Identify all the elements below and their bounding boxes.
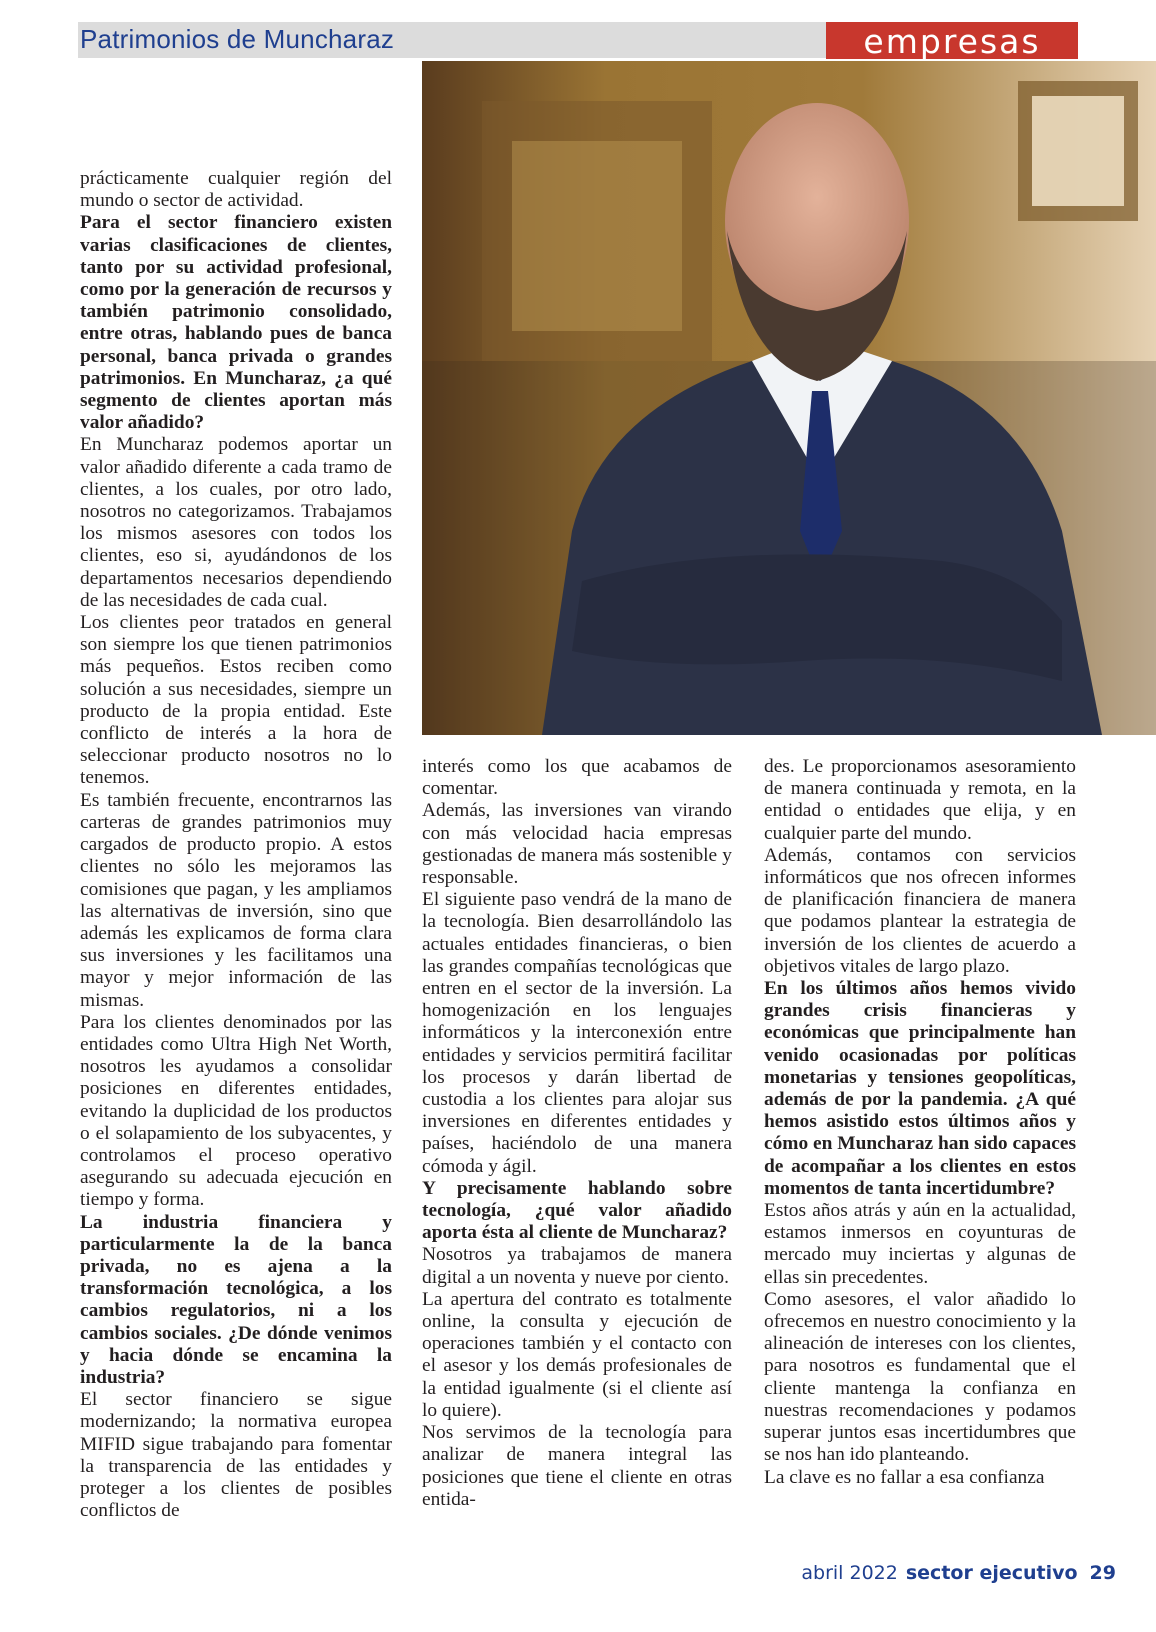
interview-question: La industria financiera y particularmente la de la banca privada, no es ajena a la transformación tecnológica, a los cambios regulatorios, ni a los cambios sociales. ¿De dónde venimos y hacia dónde se encamina la industria? <box>80 1211 392 1388</box>
article-column-3 <box>764 756 1076 1489</box>
header-title: Patrimonios de Muncharaz <box>80 24 395 54</box>
article-paragraph: Nosotros ya trabajamos de manera digital a un noventa y nueve por ciento. <box>422 1244 732 1288</box>
article-paragraph: des. Le proporcionamos asesoramiento de manera continuada y remota, en la entidad o entidades que elija, y en cualquier parte del mundo. <box>764 756 1076 844</box>
article-paragraph: Además, las inversiones van virando con más velocidad hacia empresas gestionadas de manera más sostenible y responsable. <box>422 800 732 889</box>
article-paragraph: La clave es no fallar a esa confianza <box>764 1466 1045 1488</box>
article-paragraph: La apertura del contrato es totalmente online, la consulta y ejecución de operaciones también y el contacto con el asesor y los demás profesionales de la entidad igualmente (si el cliente así lo quiere). <box>422 1288 732 1421</box>
interview-question: Y precisamente hablando sobre tecnología, ¿qué valor añadido aporta ésta al cliente de Muncharaz? <box>422 1177 732 1244</box>
article-paragraph: Estos años atrás y aún en la actualidad, estamos inmersos en coyunturas de mercado muy inciertas y algunas de ellas sin precedentes. <box>764 1200 1076 1288</box>
article-paragraph: Nos servimos de la tecnología para analizar de manera integral las posiciones que tiene el cliente en otras entida- <box>422 1422 732 1510</box>
article-paragraph: interés como los que acabamos de comentar. <box>422 756 732 800</box>
article-paragraph: Para los clientes denominados por las entidades como Ultra High Net Worth, nosotros les ayudamos a consolidar posiciones en diferentes entidades, evitando la duplicidad de los productos o el solapamiento de los subyacentes, y controlamos el proceso operativo asegurando su adecuada ejecución en tiempo y forma. <box>80 1011 392 1211</box>
page-footer <box>801 1562 1116 1584</box>
article-paragraph: En Muncharaz podemos aportar un valor añadido diferente a cada tramo de clientes, a los cuales, por otro lado, nosotros no categorizamos. Trabajamos los mismos asesores con todos los clientes, eso si, ayudándonos de los departamentos necesarios dependiendo de las necesidades de cada cual. <box>80 434 392 611</box>
portrait-photo <box>422 61 1156 735</box>
article-paragraph: Los clientes peor tratados en general son siempre los que tienen patrimonios más pequeños. Estos reciben como solución a sus necesidades, siempre un producto de la propia entidad. Este conflicto de interés a la hora de seleccionar producto nosotros no lo tenemos. <box>80 612 392 789</box>
article-paragraph: El siguiente paso vendrá de la mano de la tecnología. Bien desarrollándolo las actuales entidades financieras, o bien las grandes compañías tecnológicas que entren en el sector de la inversión. La homogenización en los lenguajes informáticos y la interconexión entre entidades y servicios permitirá facilitar los procesos y darán libertad de custodia a los clientes para alojar sus inversiones en diferentes entidades y países, haciéndolo de una manera cómoda y ágil. <box>422 889 732 1177</box>
section-tag: empresas <box>826 22 1078 59</box>
article-column-2 <box>422 756 732 1511</box>
article-paragraph: prácticamente cualquier región del mundo o sector de actividad. <box>80 168 392 212</box>
article-paragraph: El sector financiero se sigue modernizando; la normativa europea MIFID sigue trabajando para fomentar la transparencia de las entidades y proteger a los clientes de posibles conflictos de <box>80 1389 392 1522</box>
article-paragraph: Es también frecuente, encontrarnos las carteras de grandes patrimonios muy cargados de producto propio. A estos clientes no sólo les mejoramos las comisiones que pagan, y les ampliamos las alternativas de inversión, sino que además les explicamos de forma clara sus inversiones y les facilitamos una mayor y mejor información de las mismas. <box>80 789 392 1011</box>
interview-question: En los últimos años hemos vivido grandes crisis financieras y económicas que principalmente han venido ocasionadas por políticas monetarias y tensiones geopolíticas, además de por la pandemia. ¿A qué hemos asistido estos últimos años y cómo en Muncharaz han sido capaces de acompañar a los clientes en estos momentos de tanta incertidumbre? <box>764 978 1076 1199</box>
article-column-1 <box>80 168 392 1522</box>
issue-date: abril 2022 <box>801 1562 898 1584</box>
article-paragraph: Además, contamos con servicios informáticos que nos ofrecen informes de planificación financiera de manera que podamos plantear la estrategia de inversión de los clientes de acuerdo a objetivos vitales de largo plazo. <box>764 844 1076 977</box>
page-number: 29 <box>1089 1562 1116 1584</box>
article-paragraph: Como asesores, el valor añadido lo ofrecemos en nuestro conocimiento y la alineación de intereses con los clientes, para nosotros es fundamental que el cliente mantenga la confianza en nuestras recomendaciones y podamos superar juntos esas incertidumbres que se nos han ido planteando. <box>764 1288 1076 1466</box>
interview-question: Para el sector financiero existen varias clasificaciones de clientes, tanto por su actividad profesional, como por la generación de recursos y también patrimonio consolidado, entre otras, hablando pues de banca personal, banca privada o grandes patrimonios. En Muncharaz, ¿a qué segmento de clientes aportan más valor añadido? <box>80 212 392 434</box>
magazine-name: sector ejecutivo <box>905 1562 1078 1584</box>
